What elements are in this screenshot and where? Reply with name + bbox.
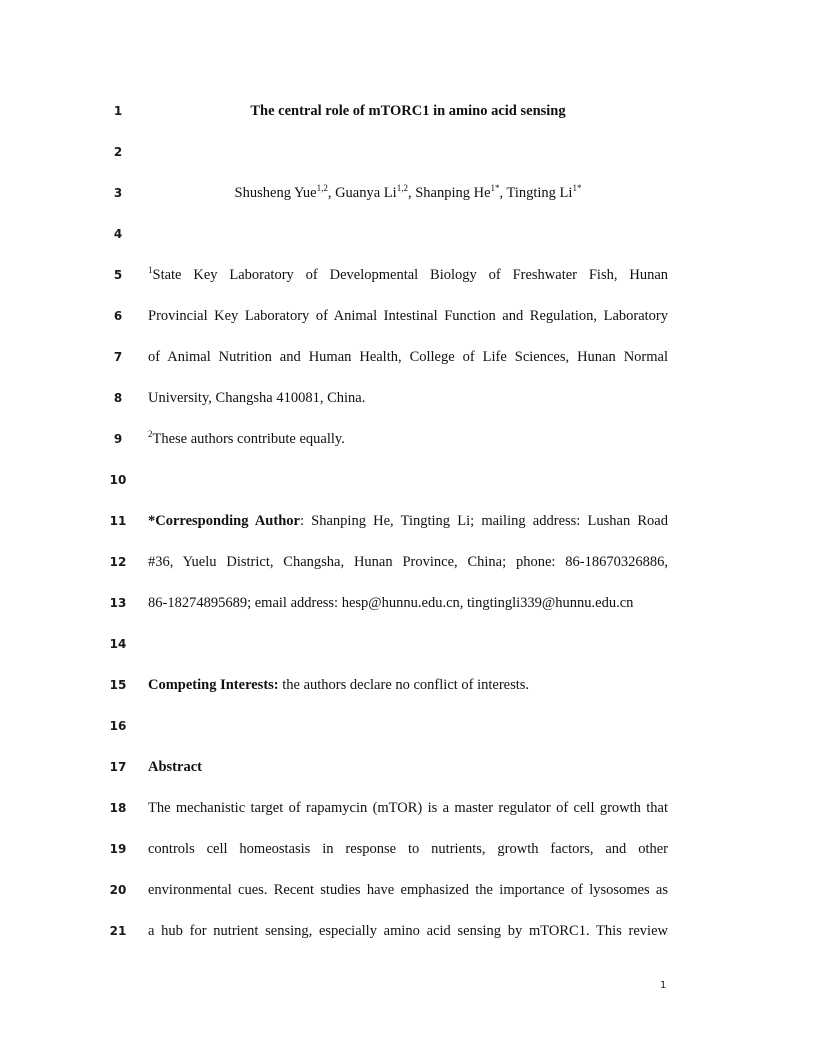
author-name: Guanya Li xyxy=(335,185,397,201)
corresponding-author: *Corresponding Author: Shanping He, Tingting Li; mailing address: Lushan Road xyxy=(148,513,668,529)
line-number: 8 xyxy=(113,391,123,405)
line-number: 6 xyxy=(113,309,123,323)
line-21 xyxy=(0,921,816,943)
line-number: 21 xyxy=(109,924,127,938)
line-18 xyxy=(0,798,816,820)
abstract-heading: Abstract xyxy=(148,759,202,775)
line-16 xyxy=(0,716,816,738)
line-number: 10 xyxy=(109,473,127,487)
author-sup: 1* xyxy=(572,183,582,194)
line-number: 1 xyxy=(113,104,123,118)
line-15 xyxy=(0,675,816,697)
line-2 xyxy=(0,142,816,164)
line-number: 11 xyxy=(109,514,127,528)
line-12 xyxy=(0,552,816,574)
line-number: 3 xyxy=(113,186,123,200)
line-number: 19 xyxy=(109,842,127,856)
competing-label: Competing Interests: xyxy=(148,677,279,693)
author-name: Tingting Li xyxy=(506,185,573,201)
line-17 xyxy=(0,757,816,779)
line-number: 17 xyxy=(109,760,127,774)
line-9 xyxy=(0,429,816,451)
line-number: 18 xyxy=(109,801,127,815)
line-number: 15 xyxy=(109,678,127,692)
affiliation-text: of Animal Nutrition and Human Health, College of Life Sciences, Hunan Normal xyxy=(148,349,668,365)
page-number: 1 xyxy=(660,980,667,991)
abstract-text: controls cell homeostasis in response to nutrients, growth factors, and other xyxy=(148,841,668,857)
abstract-text: environmental cues. Recent studies have emphasized the importance of lysosomes as xyxy=(148,882,668,898)
line-13 xyxy=(0,593,816,615)
affiliation-text: University, Changsha 410081, China. xyxy=(148,390,366,406)
author-sup: 1* xyxy=(490,183,500,194)
line-number: 4 xyxy=(113,227,123,241)
competing-interests: Competing Interests: the authors declare no conflict of interests. xyxy=(148,677,530,693)
author-sup: 1,2 xyxy=(316,183,328,194)
line-19 xyxy=(0,839,816,861)
line-number: 14 xyxy=(109,637,127,651)
line-1 xyxy=(0,101,816,123)
line-3 xyxy=(0,183,816,205)
line-6 xyxy=(0,306,816,328)
corresponding-label: *Corresponding Author xyxy=(148,513,300,529)
paper-title: The central role of mTORC1 in amino acid sensing xyxy=(250,103,566,119)
line-4 xyxy=(0,224,816,246)
author-name: Shanping He xyxy=(415,185,491,201)
line-number: 13 xyxy=(109,596,127,610)
abstract-text: a hub for nutrient sensing, especially amino acid sensing by mTORC1. This review xyxy=(148,923,668,939)
author-sup: 1,2 xyxy=(396,183,408,194)
affiliation-text: Provincial Key Laboratory of Animal Intestinal Function and Regulation, Laboratory xyxy=(148,308,668,324)
line-14 xyxy=(0,634,816,656)
line-7 xyxy=(0,347,816,369)
line-number: 9 xyxy=(113,432,123,446)
line-5 xyxy=(0,265,816,287)
equal-contribution-note: $^2$These authors contribute equally. xyxy=(148,429,345,447)
line-20 xyxy=(0,880,816,902)
author-list: Shusheng Yue$^{1,2}$, Guanya Li$^{1,2}$, Shanping $He^{1*}$, Tingting $Li^{1*}$ xyxy=(234,183,582,201)
line-number: 5 xyxy=(113,268,123,282)
line-number: 2 xyxy=(113,145,123,159)
line-11 xyxy=(0,511,816,533)
author-name: Shusheng Yue xyxy=(234,185,317,201)
line-10 xyxy=(0,470,816,492)
line-number: 12 xyxy=(109,555,127,569)
affiliation-text: $^1$State Key Laboratory of Developmental Biology of Freshwater Fish, Hunan xyxy=(148,265,668,283)
line-number: 20 xyxy=(109,883,127,897)
corresponding-address: #36, Yuelu District, Changsha, Hunan Province, China; phone: 86-18670326886, xyxy=(148,554,668,570)
line-8 xyxy=(0,388,816,410)
abstract-text: The mechanistic target of rapamycin (mTOR) is a master regulator of cell growth that xyxy=(148,800,668,816)
affiliation-sup: 1 xyxy=(148,265,153,276)
line-number: 16 xyxy=(109,719,127,733)
line-number: 7 xyxy=(113,350,123,364)
corresponding-contact: 86-18274895689; email address: hesp@hunnu.edu.cn, tingtingli339@hunnu.edu.cn xyxy=(148,595,634,611)
